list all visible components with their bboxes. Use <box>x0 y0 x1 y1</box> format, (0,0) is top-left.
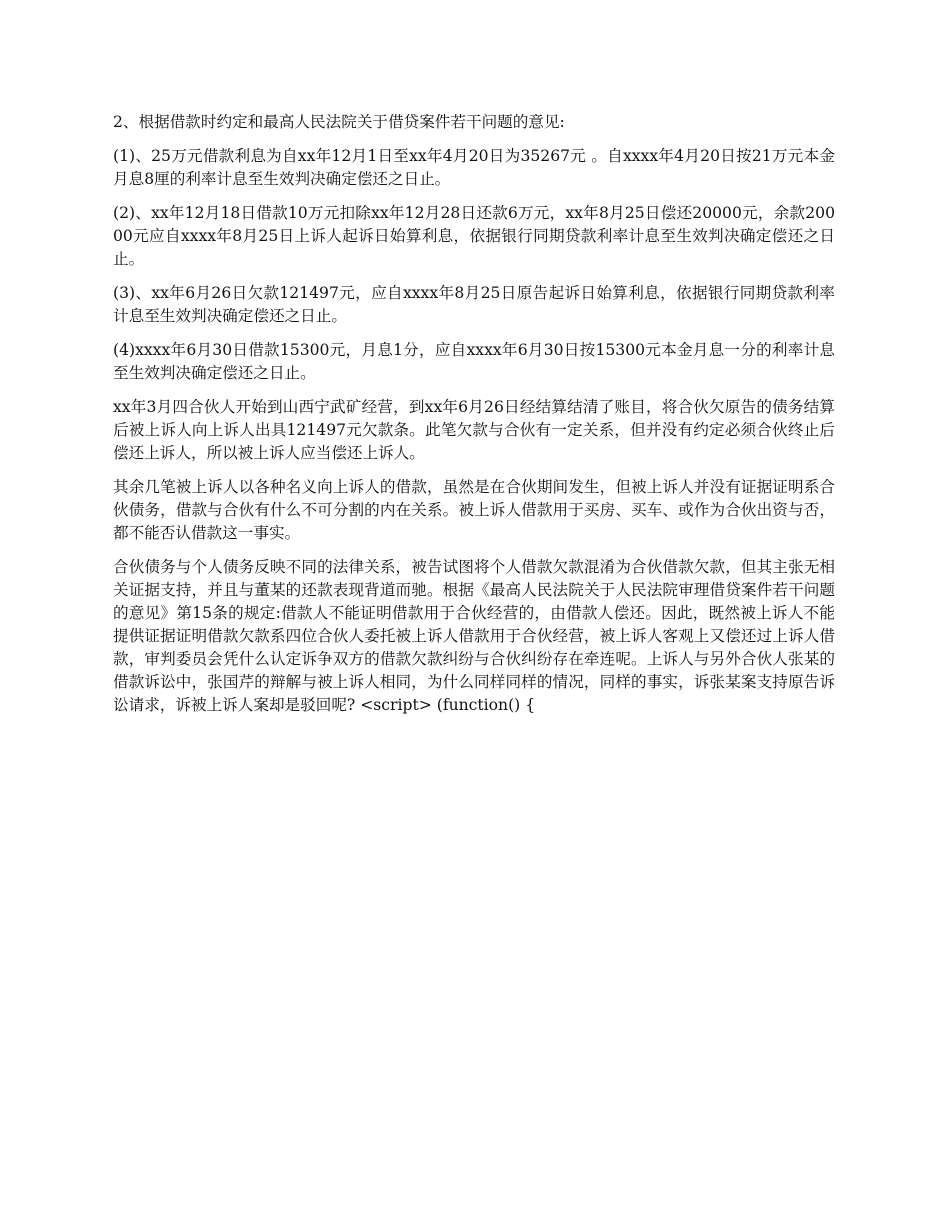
paragraph-item-4: (4)xxxx年6月30日借款15300元，月息1分，应自xxxx年6月30日按15300元本金月息一分的利率计息至生效判决确定偿还之日止。 <box>113 341 835 382</box>
paragraph-item-3: (3)、xx年6月26日欠款121497元，应自xxxx年8月25日原告起诉日始算利息，依据银行同期贷款利率计息至生效判决确定偿还之日止。 <box>113 284 835 325</box>
paragraph-heading-opinion: 2、根据借款时约定和最高人民法院关于借贷案件若干问题的意见: <box>113 113 565 131</box>
paragraph-settlement: xx年3月四合伙人开始到山西宁武矿经营，到xx年6月26日经结算结清了账目，将合伙欠原告的债务结算后被上诉人向上诉人出具121497元欠款条。此笔欠款与合伙有一定关系，但并没有约定必须合伙终止后偿还上诉人，所以被上诉人应当偿还上诉人。 <box>113 398 835 462</box>
paragraph-other-loans: 其余几笔被上诉人以各种名义向上诉人的借款，虽然是在合伙期间发生，但被上诉人并没有证据证明系合伙债务，借款与合伙有什么不可分割的内在关系。被上诉人借款用于买房、买车、或作为合伙出资与否，都不能否认借款这一事实。 <box>113 478 835 542</box>
paragraph-legal-argument: 合伙债务与个人债务反映不同的法律关系，被告试图将个人借款欠款混淆为合伙借款欠款，但其主张无相关证据支持，并且与董某的还款表现背道而驰。根据《最高人民法院关于人民法院审理借贷案件若干问题的意见》第15条的规定:借款人不能证明借款用于合伙经营的，由借款人偿还。因此，既然被上诉人不能提供证据证明借款欠款系四位合伙人委托被上诉人借款用于合伙经营，被上诉人客观上又偿还过上诉人借款，审判委员会凭什么认定诉争双方的借款欠款纠纷与合伙纠纷存在牵连呢。上诉人与另外合伙人张某的借款诉讼中，张国芹的辩解与被上诉人相同，为什么同样同样的情况，同样的事实，诉张某案支持原告诉讼请求，诉被上诉人案却是驳回呢? <script> (function() { <box>113 558 835 714</box>
paragraph-item-1: (1)、25万元借款利息为自xx年12月1日至xx年4月20日为35267元 。自xxxx年4月20日按21万元本金月息8厘的利率计息至生效判决确定偿还之日止。 <box>113 147 835 188</box>
paragraph-item-2: (2)、xx年12月18日借款10万元扣除xx年12月28日还款6万元，xx年8月25日偿还20000元，余款20000元应自xxxx年8月25日上诉人起诉日始算利息，依据银行同期贷款利率计息至生效判决确定偿还之日止。 <box>113 204 835 268</box>
document-body <box>113 111 835 728</box>
